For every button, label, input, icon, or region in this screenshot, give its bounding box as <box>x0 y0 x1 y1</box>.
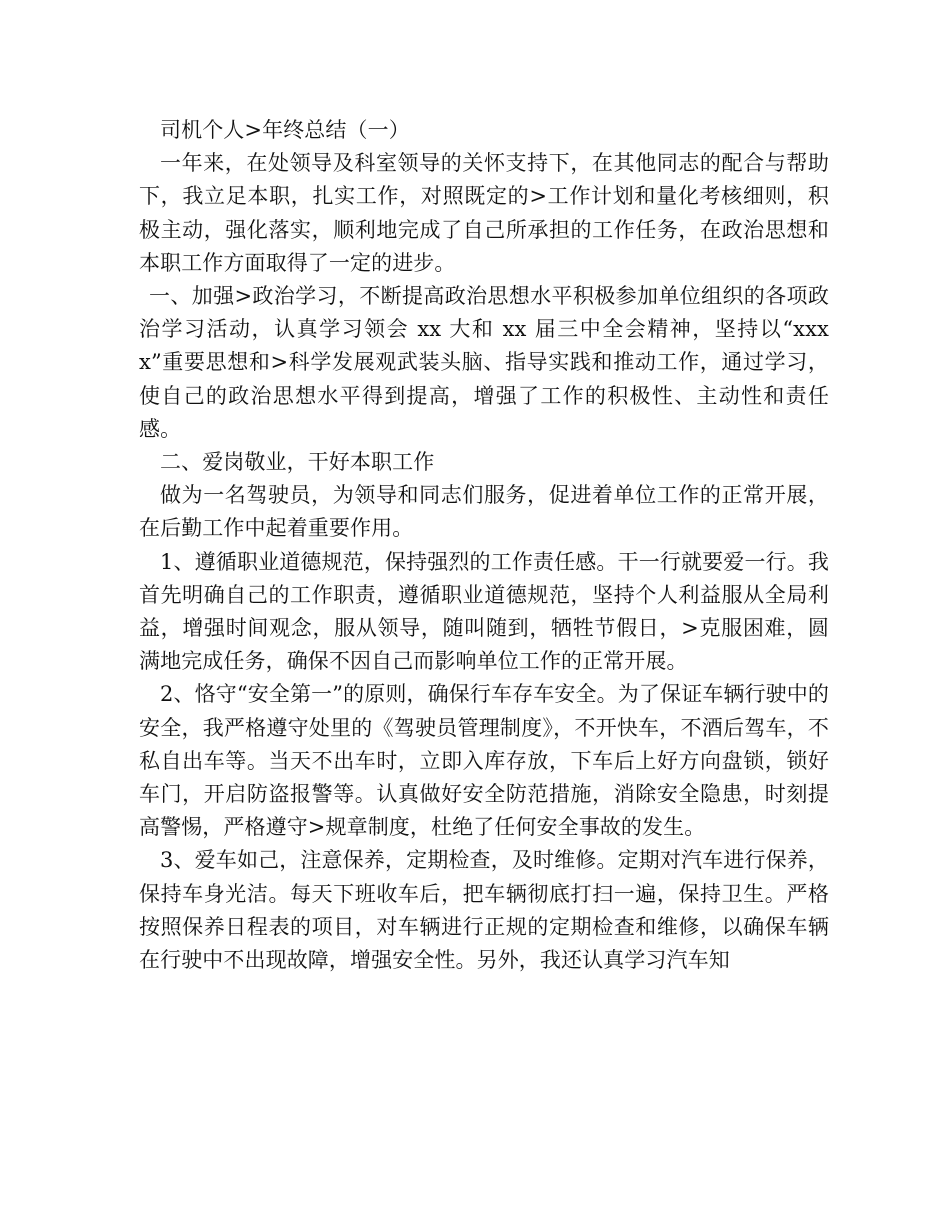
paragraph-item-1: 1、遵循职业道德规范，保持强烈的工作责任感。干一行就要爱一行。我首先明确自己的工作职责，遵循职业道德规范，坚持个人利益服从全局利益，增强时间观念，服从领导，随叫随到，牺牲节假日，>克服困难，圆满地完成任务，确保不因自己而影响单位工作的正常开展。 <box>139 549 829 674</box>
paragraph-item-2: 2、恪守“安全第一”的原则，确保行车存车安全。为了保证车辆行驶中的安全，我严格遵守处里的《驾驶员管理制度》，不开快车，不酒后驾车，不私自出车等。当天不出车时，立即入库存放，下车后上好方向盘锁，锁好车门，开启防盗报警等。认真做好安全防范措施，消除安全隐患，时刻提高警惕，严格遵守>规章制度，杜绝了任何安全事故的发生。 <box>139 682 829 840</box>
document-body <box>139 114 829 977</box>
paragraph-section-2-heading: 二、爱岗敬业，干好本职工作 <box>160 450 435 475</box>
document-title: 司机个人>年终总结（一） <box>160 118 410 142</box>
paragraph-driver-role: 做为一名驾驶员，为领导和同志们服务，促进着单位工作的正常开展，在后勤工作中起着重要作用。 <box>139 483 829 541</box>
paragraph-item-3: 3、爱车如己，注意保养，定期检查，及时维修。定期对汽车进行保养，保持车身光洁。每天下班收车后，把车辆彻底打扫一遍，保持卫生。严格按照保养日程表的项目，对车辆进行正规的定期检查和维修，以确保车辆在行驶中不出现故障，增强安全性。另外，我还认真学习汽车知 <box>139 848 829 973</box>
paragraph-intro: 一年来，在处领导及科室领导的关怀支持下，在其他同志的配合与帮助下，我立足本职，扎实工作，对照既定的>工作计划和量化考核细则，积极主动，强化落实，顺利地完成了自己所承担的工作任务，在政治思想和本职工作方面取得了一定的进步。 <box>139 151 829 275</box>
paragraph-section-1: 一、加强>政治学习，不断提高政治思想水平积极参加单位组织的各项政治学习活动，认真学习领会 xx 大和 xx 届三中全会精神，坚持以“xxxx”重要思想和>科学发展观武装头脑、指导实践和推动工作，通过学习，使自己的政治思想水平得到提高，增强了工作的积极性、主动性和责任感。 <box>139 284 829 441</box>
